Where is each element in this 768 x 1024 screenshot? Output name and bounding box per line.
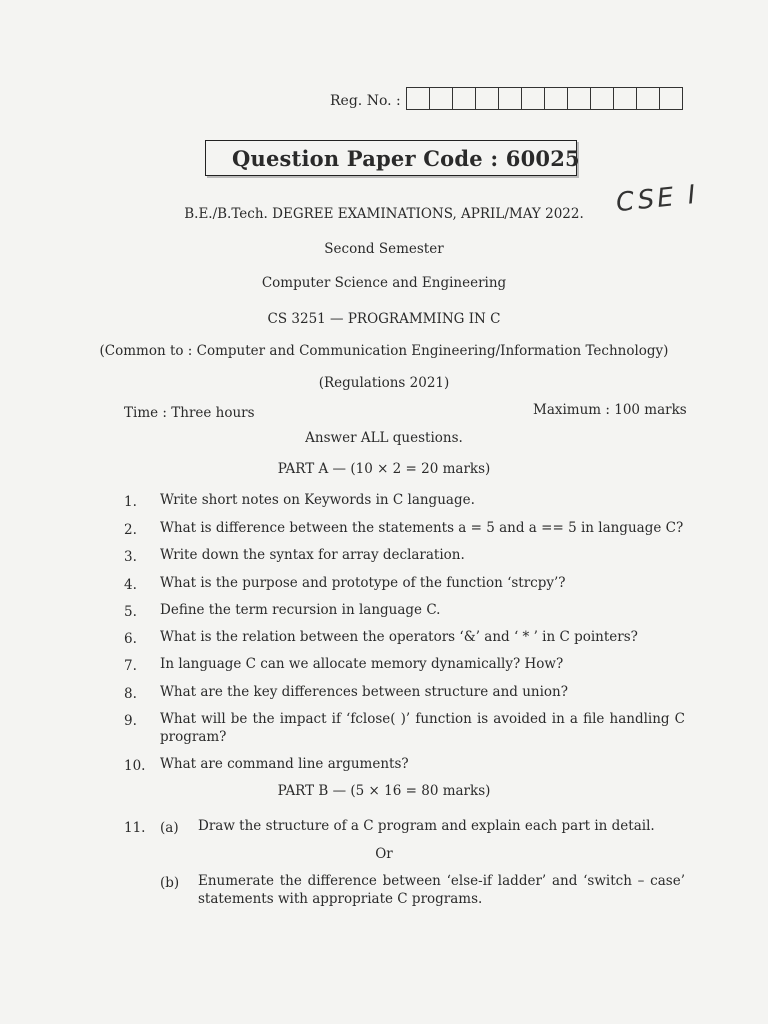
question-number: 6. [124, 631, 137, 647]
question-number: 11. [124, 820, 146, 836]
question-text: What is the purpose and prototype of the function ‘strcpy’? [160, 575, 566, 591]
reg-no-digit-box[interactable] [522, 88, 545, 109]
question-number: 7. [124, 658, 137, 674]
common-to: (Common to : Computer and Communication Engineering/Information Technology) [99, 343, 669, 359]
degree-line: B.E./B.Tech. DEGREE EXAMINATIONS, APRIL/MAY 2022. [184, 206, 584, 222]
question-number: 10. [124, 758, 146, 774]
question-number: 4. [124, 577, 137, 593]
question-number: 5. [124, 604, 137, 620]
or-separator: Or [375, 846, 393, 862]
reg-no-digit-box[interactable] [591, 88, 614, 109]
semester: Second Semester [324, 241, 444, 257]
reg-no-digit-box[interactable] [476, 88, 499, 109]
reg-no-digit-box[interactable] [545, 88, 568, 109]
reg-no-digit-box[interactable] [660, 88, 682, 109]
question-text: Draw the structure of a C program and explain each part in detail. [198, 818, 655, 834]
question-text: In language C can we allocate memory dynamically? How? [160, 656, 564, 672]
instruction: Answer ALL questions. [305, 430, 463, 446]
reg-no-digit-box[interactable] [637, 88, 660, 109]
question-text: What is difference between the statements a = 5 and a == 5 in language C? [160, 520, 684, 536]
reg-no-digit-box[interactable] [407, 88, 430, 109]
max-marks: Maximum : 100 marks [533, 402, 687, 418]
question-text: What will be the impact if ‘fclose( )’ function is avoided in a file handling C program? [160, 711, 685, 745]
question-number: 8. [124, 686, 137, 702]
reg-no-digit-box[interactable] [614, 88, 637, 109]
course-title: CS 3251 — PROGRAMMING IN C [267, 311, 501, 327]
reg-no-digit-box[interactable] [499, 88, 522, 109]
question-paper-code: Question Paper Code : 60025 [232, 146, 580, 171]
reg-no-digit-box[interactable] [453, 88, 476, 109]
question-text: Define the term recursion in language C. [160, 602, 441, 618]
question-text: What are command line arguments? [160, 756, 409, 772]
regulations: (Regulations 2021) [318, 375, 450, 391]
sub-question-label: (a) [160, 820, 179, 836]
question-number: 1. [124, 494, 137, 510]
sub-question-label: (b) [160, 875, 180, 891]
question-text: What are the key differences between structure and union? [160, 684, 568, 700]
question-number: 3. [124, 549, 137, 565]
reg-no-digit-box[interactable] [430, 88, 453, 109]
question-number: 2. [124, 522, 137, 538]
handwritten-note: CSE I [614, 179, 700, 219]
question-text: What is the relation between the operators ‘&’ and ‘ * ’ in C pointers? [160, 629, 638, 645]
reg-no-boxes[interactable] [406, 87, 683, 110]
reg-no-label: Reg. No. : [330, 93, 401, 109]
reg-no-digit-box[interactable] [568, 88, 591, 109]
question-text: Write short notes on Keywords in C language. [160, 492, 475, 508]
exam-time: Time : Three hours [124, 405, 255, 421]
question-text: Write down the syntax for array declaration. [160, 547, 465, 563]
question-text: Enumerate the difference between ‘else-if ladder’ and ‘switch – case’ statements with appropriate C programs. [198, 873, 685, 907]
question-number: 9. [124, 713, 137, 729]
part-b-title: PART B — (5 × 16 = 80 marks) [277, 783, 491, 799]
part-a-title: PART A — (10 × 2 = 20 marks) [277, 461, 491, 477]
department: Computer Science and Engineering [261, 275, 507, 291]
